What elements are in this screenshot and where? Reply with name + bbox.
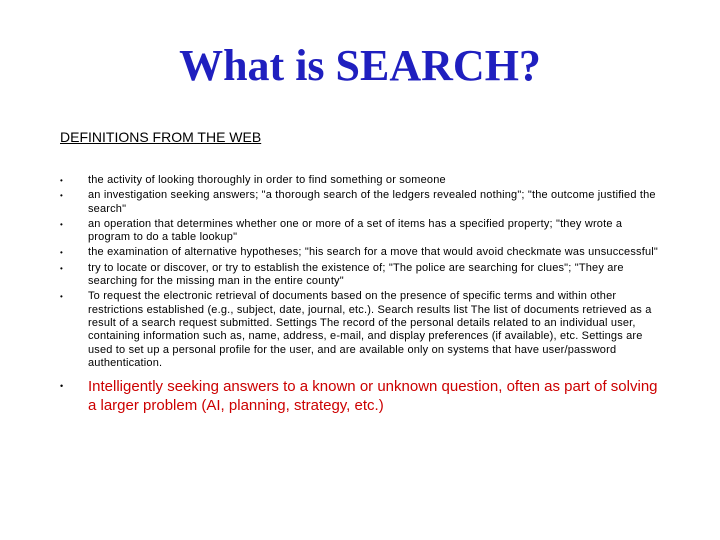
definition-list: [60, 174, 660, 416]
definition-item: [60, 290, 660, 370]
highlight-definition-text: Intelligently seeking answers to a known or unknown question, often as part of solving a larger problem (AI, planning, strategy, etc.): [88, 377, 658, 414]
definition-item: [60, 262, 660, 289]
definition-item: [60, 189, 660, 216]
definition-item: [60, 218, 660, 245]
highlight-definition-item: [60, 377, 660, 415]
bullet-icon: •: [60, 176, 63, 185]
bullet-icon: •: [60, 219, 63, 229]
bullet-icon: •: [60, 248, 63, 258]
bullet-icon: •: [60, 263, 63, 273]
definition-item: [60, 174, 660, 187]
bullet-icon: •: [60, 191, 63, 201]
definition-text: try to locate or discover, or try to establish the existence of; "The police are searching for clues"; "They are searching for the missing man in the entire county": [88, 261, 624, 288]
section-heading: DEFINITIONS FROM THE WEB: [60, 129, 262, 145]
bullet-icon: •: [60, 292, 63, 302]
definition-text: an investigation seeking answers; "a thorough search of the ledgers revealed nothing"; "the outcome justified the search": [88, 189, 656, 215]
definition-text: To request the electronic retrieval of documents based on the presence of specific terms and within other restrictions established (e.g., subject, date, journal, etc.). Search results list The list of documents retrieved as a result of a search request submitted. Settings The record of the personal details related to an individual user, containing information such as, name, address, e-mail, and display preferences (if available), etc. Settings are used to set up a personal profile for the user, and are available only on systems that have user/password authentication.: [88, 290, 652, 370]
definition-text: the activity of looking thoroughly in order to find something or someone: [88, 174, 446, 186]
definition-text: an operation that determines whether one or more of a set of items has a specified property; "they wrote a program to do a table lookup": [88, 217, 623, 244]
definition-text: the examination of alternative hypotheses; "his search for a move that would avoid checkmate was unsuccessful": [88, 246, 658, 259]
definition-item: [60, 246, 660, 259]
bullet-icon: •: [60, 380, 64, 391]
slide-title: What is SEARCH?: [179, 41, 541, 90]
